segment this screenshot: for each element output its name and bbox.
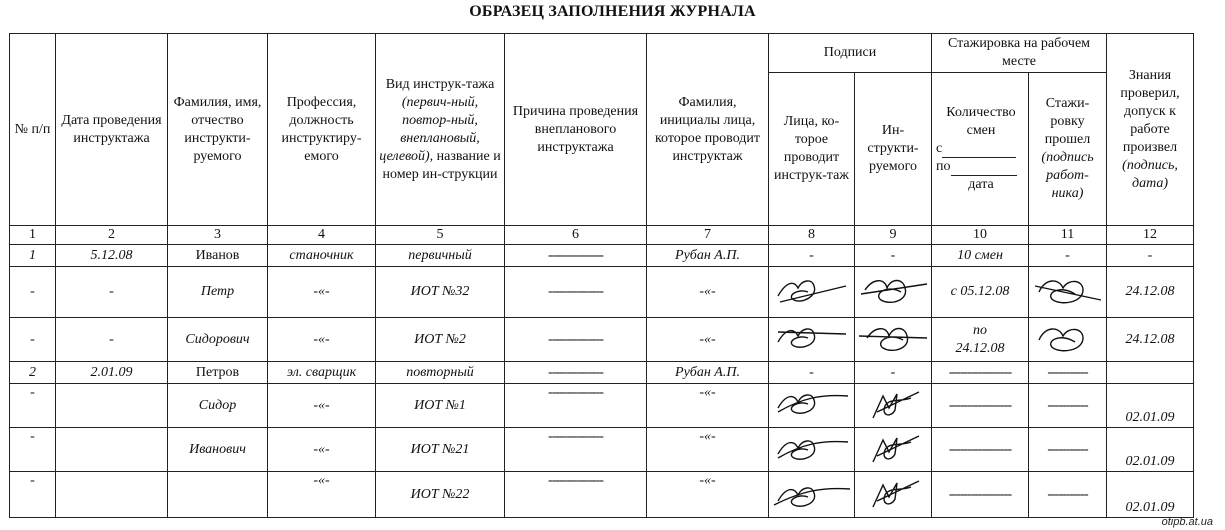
row-profession: -«- — [268, 472, 376, 518]
from-blank-line — [942, 147, 1016, 158]
signature-icon — [772, 477, 852, 513]
row-internship-signature: - — [1029, 245, 1107, 267]
signature-icon — [772, 322, 852, 358]
row-instructor-signature: - — [769, 362, 855, 384]
header-shift-count — [932, 73, 1029, 226]
row-instructor: -«- — [647, 267, 769, 318]
row-profession: эл. сварщик — [268, 362, 376, 384]
row-number: - — [10, 318, 56, 362]
header-shift-count-label: Количество смен — [946, 105, 1016, 138]
row-type: ИОТ №2 — [376, 318, 505, 362]
header-reason: Причина проведения внепланового инструктажа — [505, 34, 647, 226]
row-type: первичный — [376, 245, 505, 267]
row-name: Петров — [168, 362, 268, 384]
page-title: ОБРАЗЕЦ ЗАПОЛНЕНИЯ ЖУРНАЛА — [469, 3, 756, 20]
header-knowledge-check-a: Знания проверил, допуск к работе произвел — [1120, 67, 1180, 155]
col-number: 1 — [10, 226, 56, 245]
col-number: 8 — [769, 226, 855, 245]
row-trainee-signature — [855, 472, 932, 518]
header-instruction-type-b: (первич-ный, повтор-ный, внеплановый, целевой), — [379, 94, 480, 164]
row-trainee-signature: - — [855, 245, 932, 267]
row-trainee-signature — [855, 384, 932, 428]
header-instruction-type-a: Вид инструк-тажа — [385, 76, 495, 92]
signature-icon — [857, 272, 929, 312]
row-number: 2 — [10, 362, 56, 384]
row-reason: --------------- — [505, 472, 647, 518]
row-profession: -«- — [268, 384, 376, 428]
table-row — [10, 318, 1194, 362]
signature-icon — [1031, 272, 1105, 312]
row-instructor: -«- — [647, 472, 769, 518]
row-name: Сидорович — [168, 318, 268, 362]
row-shifts-to: по — [973, 322, 987, 338]
col-number: 10 — [932, 226, 1029, 245]
row-name: Петр — [168, 267, 268, 318]
col-number: 6 — [505, 226, 647, 245]
row-reason: --------------- — [505, 428, 647, 472]
table-row — [10, 245, 1194, 267]
header-instruction-type-c: название и номер ин-струкции — [382, 148, 501, 182]
row-admission: 02.01.09 — [1107, 428, 1194, 472]
row-type: ИОТ №21 — [376, 428, 505, 472]
row-instructor: Рубан А.П. — [647, 245, 769, 267]
row-shifts: с 05.12.08 — [932, 267, 1029, 318]
row-admission: - — [1107, 245, 1194, 267]
row-trainee-signature: - — [855, 362, 932, 384]
column-number-row — [10, 226, 1194, 245]
header-number: № п/п — [10, 34, 56, 226]
header-date-label: дата — [968, 177, 994, 192]
row-instructor-signature: - — [769, 245, 855, 267]
row-internship-signature: ----------- — [1029, 472, 1107, 518]
row-trainee-signature — [855, 428, 932, 472]
row-internship-signature: ----------- — [1029, 384, 1107, 428]
header-date: Дата проведения инструктажа — [56, 34, 168, 226]
table-row — [10, 267, 1194, 318]
row-date: 5.12.08 — [56, 245, 168, 267]
row-date: - — [56, 267, 168, 318]
row-name: Иванов — [168, 245, 268, 267]
signature-icon — [863, 388, 923, 424]
header-instructor: Фамилия, инициалы лица, которое проводит инструктаж — [647, 34, 769, 226]
row-type: ИОТ №22 — [376, 472, 505, 518]
header-internship-passed-a: Стажи-ровку прошел — [1044, 96, 1091, 147]
row-trainee-signature — [855, 267, 932, 318]
row-instructor: Рубан А.П. — [647, 362, 769, 384]
row-shifts: ----------------- — [932, 472, 1029, 518]
row-number: - — [10, 428, 56, 472]
row-shifts: 10 смен — [932, 245, 1029, 267]
col-number: 2 — [56, 226, 168, 245]
header-trainee-signature: Ин-структи-руемого — [855, 73, 932, 226]
row-admission: 24.12.08 — [1107, 318, 1194, 362]
header-from-label: с — [936, 141, 943, 156]
site-watermark: otipb.at.ua — [1161, 516, 1213, 528]
row-instructor-signature — [769, 267, 855, 318]
row-date — [56, 472, 168, 518]
row-trainee-signature — [855, 318, 932, 362]
header-fullname: Фамилия, имя, отчество инструкти-руемого — [168, 34, 268, 226]
row-reason: --------------- — [505, 362, 647, 384]
row-number: - — [10, 384, 56, 428]
row-reason: --------------- — [505, 245, 647, 267]
row-reason: --------------- — [505, 318, 647, 362]
header-profession: Профессия, должность инструктиру-емого — [268, 34, 376, 226]
row-reason: --------------- — [505, 267, 647, 318]
signature-icon — [772, 432, 852, 468]
header-knowledge-check — [1107, 34, 1194, 226]
col-number: 7 — [647, 226, 769, 245]
row-internship-signature — [1029, 267, 1107, 318]
header-internship: Стажировка на рабочем месте — [932, 34, 1107, 73]
row-internship-signature: ----------- — [1029, 428, 1107, 472]
row-profession: станочник — [268, 245, 376, 267]
col-number: 12 — [1107, 226, 1194, 245]
row-instructor: -«- — [647, 428, 769, 472]
row-instructor-signature — [769, 428, 855, 472]
row-name — [168, 472, 268, 518]
signature-icon — [1031, 322, 1105, 358]
row-shifts-date: 24.12.08 — [955, 340, 1005, 356]
row-internship-signature — [1029, 318, 1107, 362]
row-date: - — [56, 318, 168, 362]
journal-table — [9, 33, 1194, 518]
row-shifts: ----------------- — [932, 428, 1029, 472]
row-type: ИОТ №1 — [376, 384, 505, 428]
row-profession: -«- — [268, 318, 376, 362]
row-name: Сидор — [168, 384, 268, 428]
row-profession: -«- — [268, 267, 376, 318]
row-admission: 02.01.09 — [1107, 384, 1194, 428]
header-to-label: по — [936, 159, 951, 174]
row-internship-signature: ----------- — [1029, 362, 1107, 384]
header-instruction-type — [376, 34, 505, 226]
col-number: 9 — [855, 226, 932, 245]
signature-icon — [863, 432, 923, 468]
row-admission: 02.01.09 — [1107, 472, 1194, 518]
header-internship-passed — [1029, 73, 1107, 226]
to-blank-line — [951, 165, 1017, 176]
row-date: 2.01.09 — [56, 362, 168, 384]
row-admission: 24.12.08 — [1107, 267, 1194, 318]
col-number: 5 — [376, 226, 505, 245]
signature-icon — [772, 272, 852, 312]
header-signatures: Подписи — [769, 34, 932, 73]
col-number: 4 — [268, 226, 376, 245]
row-type: повторный — [376, 362, 505, 384]
col-number: 3 — [168, 226, 268, 245]
header-instructor-signature: Лица, ко-торое проводит инструк-таж — [769, 73, 855, 226]
row-instructor: -«- — [647, 318, 769, 362]
row-instructor-signature — [769, 318, 855, 362]
row-date — [56, 384, 168, 428]
row-type: ИОТ №32 — [376, 267, 505, 318]
table-row — [10, 384, 1194, 428]
signature-icon — [863, 477, 923, 513]
row-shifts: ----------------- — [932, 362, 1029, 384]
row-date — [56, 428, 168, 472]
signature-icon — [772, 388, 852, 424]
row-number: - — [10, 267, 56, 318]
row-name: Иванович — [168, 428, 268, 472]
row-instructor: -«- — [647, 384, 769, 428]
row-shifts — [932, 318, 1029, 362]
row-number: - — [10, 472, 56, 518]
row-admission — [1107, 362, 1194, 384]
header-internship-passed-b: (подпись работ-ника) — [1041, 150, 1094, 201]
row-number: 1 — [10, 245, 56, 267]
row-instructor-signature — [769, 384, 855, 428]
row-reason: --------------- — [505, 384, 647, 428]
row-shifts: ----------------- — [932, 384, 1029, 428]
header-knowledge-check-b: (подпись, дата) — [1122, 157, 1178, 191]
table-row — [10, 428, 1194, 472]
col-number: 11 — [1029, 226, 1107, 245]
row-instructor-signature — [769, 472, 855, 518]
table-row — [10, 362, 1194, 384]
table-row — [10, 472, 1194, 518]
signature-icon — [857, 322, 929, 358]
row-profession: -«- — [268, 428, 376, 472]
